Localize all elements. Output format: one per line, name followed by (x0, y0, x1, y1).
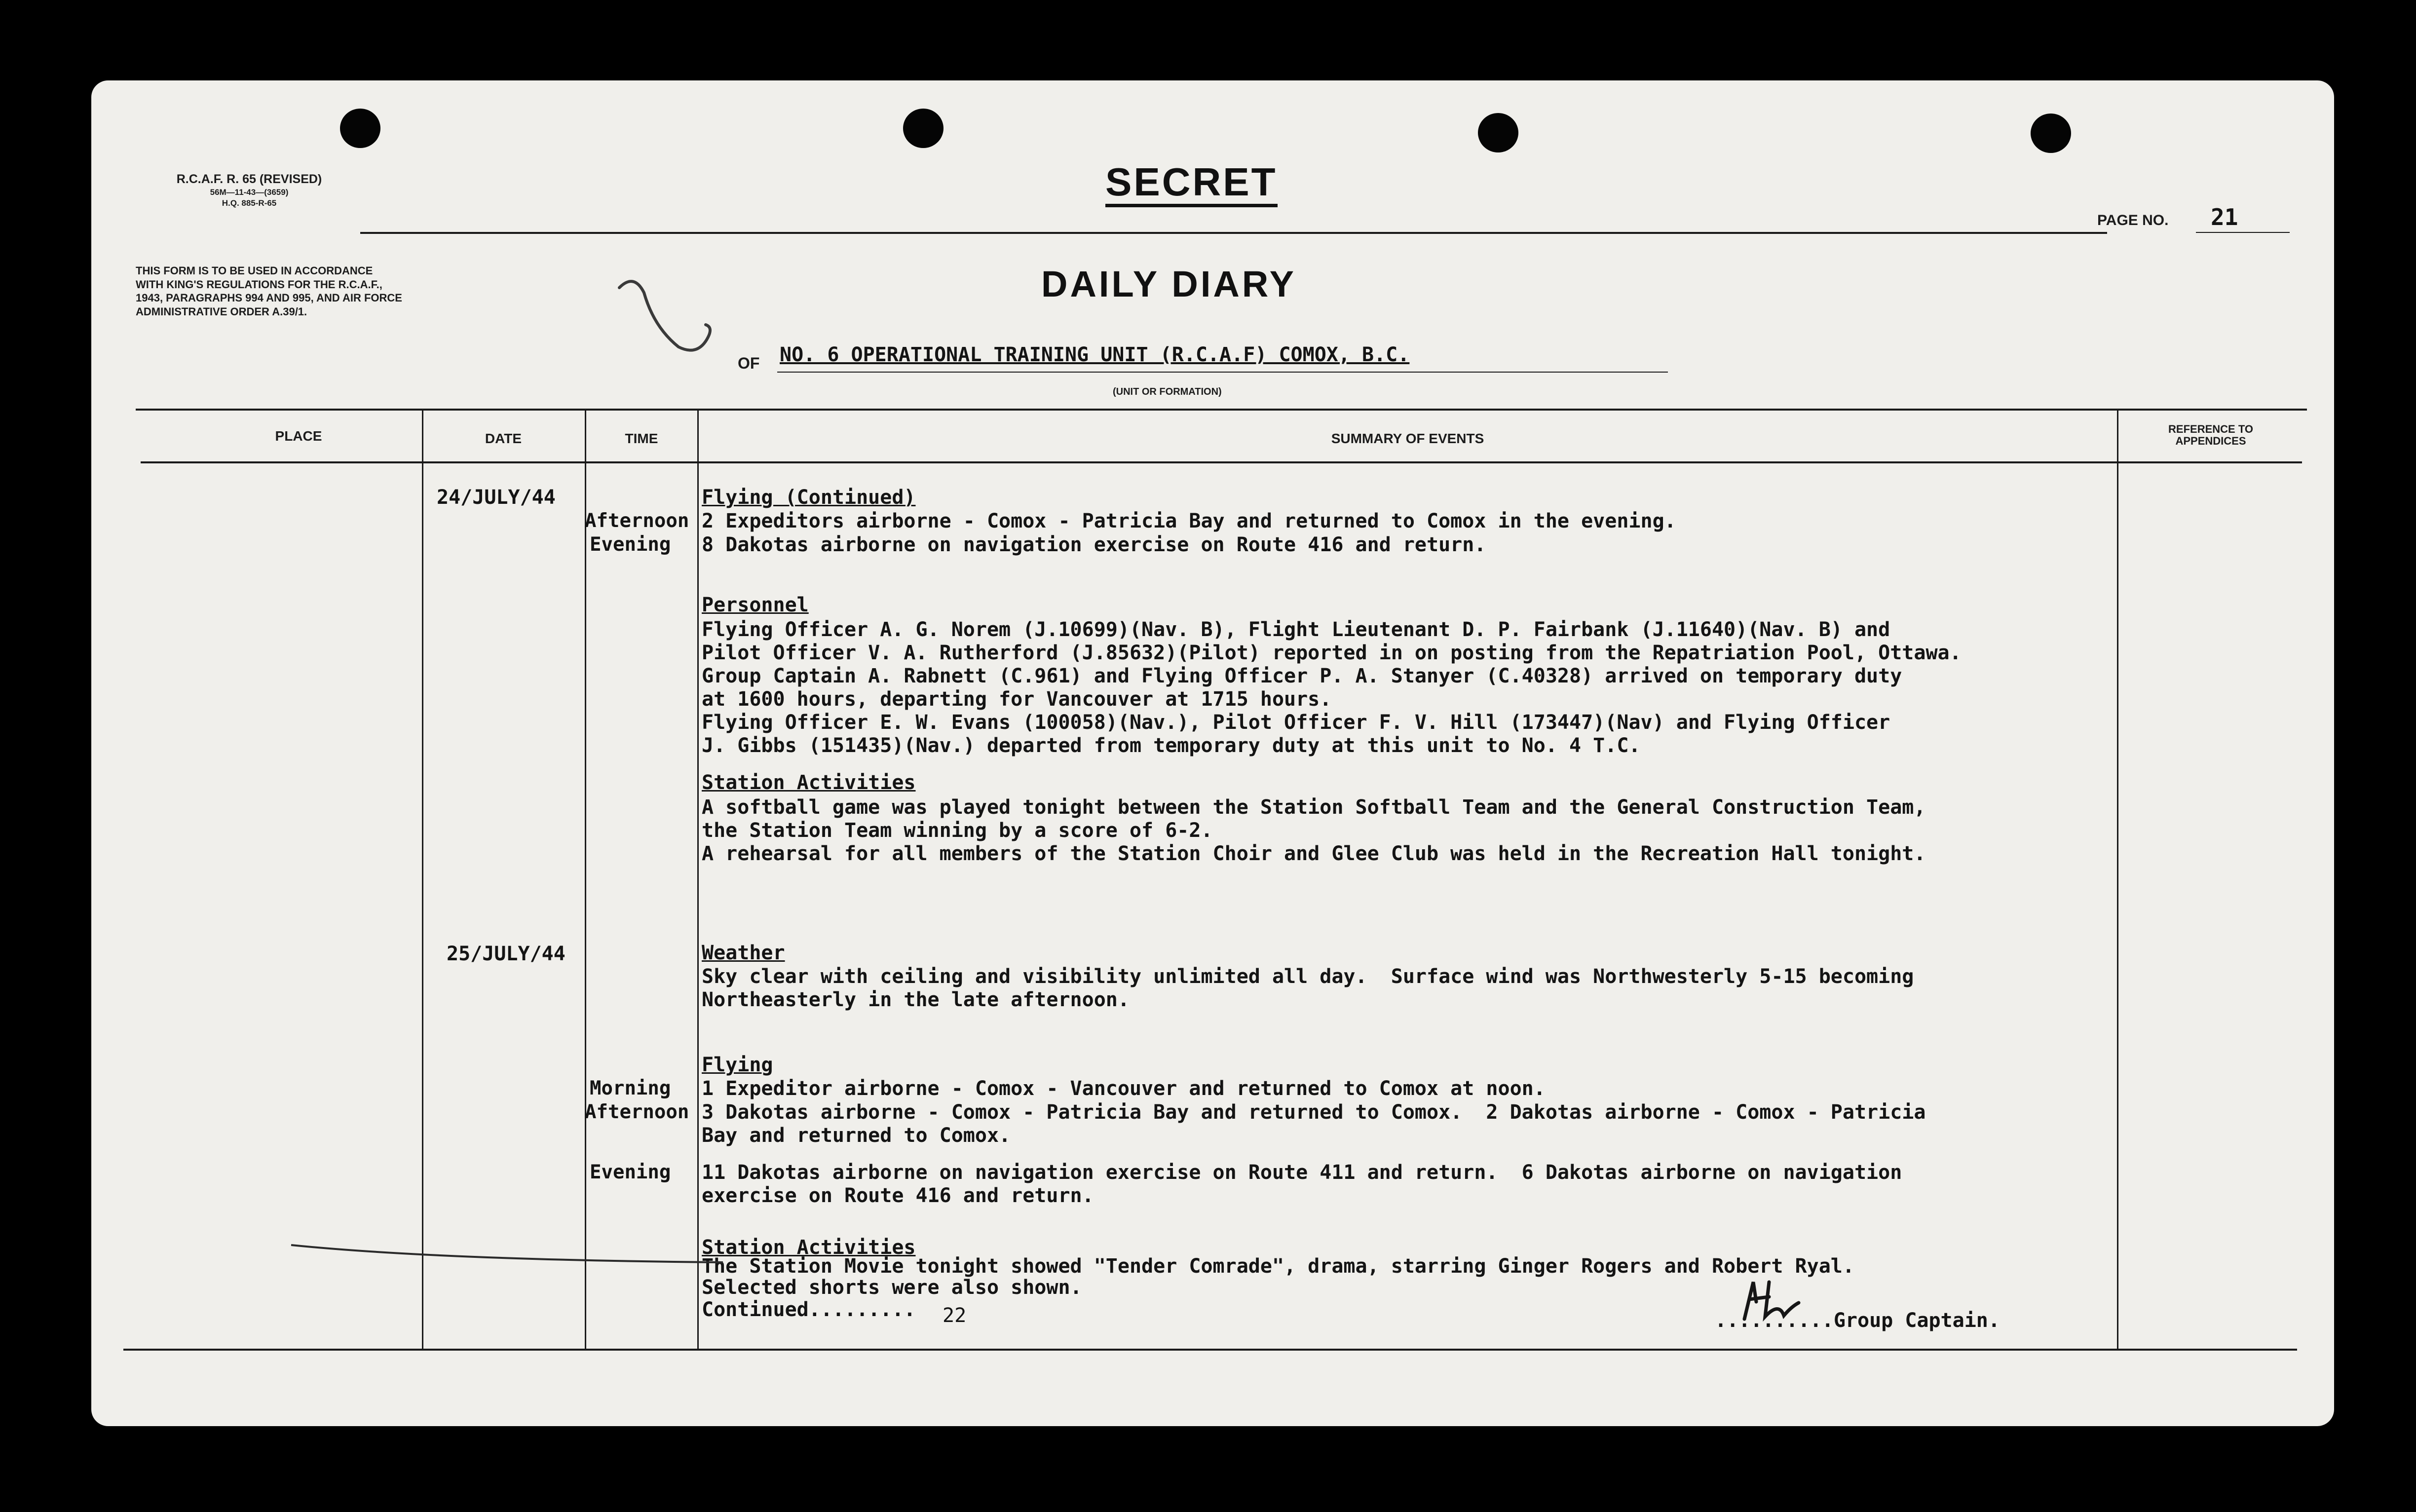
classification-stamp: SECRET (1105, 160, 1278, 207)
table-top-rule (136, 409, 2307, 411)
column-header-place: PLACE (275, 428, 322, 444)
time-entry: Afternoon (585, 1101, 689, 1123)
pen-stroke (289, 1240, 733, 1270)
entry-line: J. Gibbs (151435)(Nav.) departed from temporary duty at this unit to No. 4 T.C. (702, 734, 1641, 757)
entry (702, 510, 1676, 533)
section-heading: Station Activities (702, 1236, 916, 1259)
diary-page (91, 80, 2334, 1426)
entry-line: Bay and returned to Comox. (702, 1124, 1011, 1147)
section-heading: Flying (702, 1054, 773, 1076)
entry-line: The Station Movie tonight showed "Tender Comrade", drama, starring Ginger Rogers and Robert Ryal. (702, 1255, 1854, 1278)
reference-header-line: APPENDICES (2175, 435, 2246, 448)
entry-line: the Station Team winning by a score of 6-2. (702, 819, 1213, 842)
hq-reference: H.Q. 885-R-65 (222, 198, 277, 208)
entry-line: exercise on Route 416 and return. (702, 1184, 1094, 1207)
entry (702, 965, 1914, 1012)
unit-caption: (UNIT OR FORMATION) (1113, 386, 1222, 397)
entry (702, 1256, 1854, 1298)
punch-hole (340, 109, 380, 148)
entry (702, 1077, 1546, 1100)
entry (702, 1101, 1925, 1147)
page-number-label: PAGE NO. (2097, 212, 2169, 228)
usage-note-line: WITH KING'S REGULATIONS FOR THE R.C.A.F., (136, 278, 382, 291)
table-header-rule (141, 461, 2302, 463)
print-code: 56M—11-43—(3659) (210, 188, 289, 197)
section-heading: Weather (702, 942, 785, 964)
punch-hole (1478, 113, 1518, 152)
entry-line: at 1600 hours, departing for Vancouver at 1715 hours. (702, 688, 1332, 711)
unit-name: NO. 6 OPERATIONAL TRAINING UNIT (R.C.A.F) COMOX, B.C. (780, 343, 1410, 366)
entry (702, 533, 1486, 557)
entry-line: A rehearsal for all members of the Station Choir and Glee Club was held in the Recreation Hall tonight. (702, 842, 1926, 865)
page-title: DAILY DIARY (1041, 264, 1296, 304)
entry-line: Flying Officer E. W. Evans (100058)(Nav.), Pilot Officer F. V. Hill (173447)(Nav) and Flying Officer (702, 711, 1890, 734)
unit-underline (777, 372, 1668, 373)
column-header-date: DATE (485, 431, 522, 446)
entry-line: Group Captain A. Rabnett (C.961) and Flying Officer P. A. Stanyer (C.40328) arrived on temporary duty (702, 665, 1902, 687)
reference-header-line: REFERENCE TO (2168, 423, 2253, 435)
time-entry: Afternoon (585, 510, 689, 532)
entry-line: 8 Dakotas airborne on navigation exercise on Route 416 and return. (702, 533, 1486, 556)
column-divider (585, 410, 586, 1350)
entry-line: 3 Dakotas airborne - Comox - Patricia Bay and returned to Comox. 2 Dakotas airborne - Comox - Patricia (702, 1101, 1926, 1124)
section-heading: Personnel (702, 594, 809, 616)
entry (702, 796, 1925, 866)
entry-line: Sky clear with ceiling and visibility unlimited all day. Surface wind was Northwesterly 5-15 becoming (702, 965, 1914, 988)
of-label: OF (738, 354, 760, 372)
entry (702, 618, 1962, 757)
column-header-reference (2119, 423, 2302, 447)
section-heading: Station Activities (702, 771, 916, 794)
entry-heading (702, 486, 915, 509)
punch-hole (903, 109, 944, 148)
entry-line: A softball game was played tonight between the Station Softball Team and the General Construction Team, (702, 796, 1926, 819)
next-page-number: 22 (943, 1304, 967, 1327)
usage-note-line: ADMINISTRATIVE ORDER A.39/1. (136, 305, 307, 318)
section-heading: Flying (Continued) (702, 486, 916, 509)
header-rule (360, 232, 2107, 234)
continued-note: Continued......... (702, 1298, 916, 1321)
table-bottom-rule (123, 1349, 2297, 1351)
date-entry: 24/JULY/44 (437, 486, 556, 509)
date-entry: 25/JULY/44 (447, 943, 566, 965)
usage-note-line: 1943, PARAGRAPHS 994 AND 995, AND AIR FORCE (136, 292, 402, 304)
page-number: 21 (2211, 204, 2238, 230)
entry-line: Selected shorts were also shown. (702, 1276, 1082, 1299)
entry-heading (702, 771, 915, 794)
entry-line: Flying Officer A. G. Norem (J.10699)(Nav. B), Flight Lieutenant D. P. Fairbank (J.11640)(Nav. B) and (702, 618, 1890, 641)
usage-note (136, 264, 545, 318)
form-number: R.C.A.F. R. 65 (REVISED) (176, 172, 322, 186)
form-number-block (146, 172, 353, 208)
time-entry: Evening (590, 533, 671, 556)
column-header-time: TIME (625, 431, 658, 446)
entry-line: Pilot Officer V. A. Rutherford (J.85632)(Pilot) reported in on posting from the Repatriation Pool, Ottawa. (702, 642, 1962, 664)
entry-line: Northeasterly in the late afternoon. (702, 988, 1130, 1011)
time-entry: Morning (590, 1077, 671, 1099)
entry-heading (702, 1054, 773, 1077)
entry (702, 1161, 1902, 1208)
entry-line: 11 Dakotas airborne on navigation exercise on Route 411 and return. 6 Dakotas airborne on navigation (702, 1161, 1902, 1184)
column-divider (2117, 410, 2118, 1350)
entry-line: 1 Expeditor airborne - Comox - Vancouver and returned to Comox at noon. (702, 1077, 1546, 1100)
page-number-underline (2196, 232, 2290, 233)
time-entry: Evening (590, 1161, 671, 1183)
signature-line: ..........Group Captain. (1715, 1309, 2000, 1332)
usage-note-line: THIS FORM IS TO BE USED IN ACCORDANCE (136, 265, 373, 277)
column-divider (697, 410, 699, 1350)
entry-heading (702, 942, 785, 965)
handwritten-signature (1735, 1272, 1804, 1326)
column-divider (422, 410, 423, 1350)
punch-hole (2031, 113, 2071, 153)
clip-mark (614, 278, 733, 362)
column-header-summary: SUMMARY OF EVENTS (1331, 431, 1484, 446)
entry-line: 2 Expeditors airborne - Comox - Patricia Bay and returned to Comox in the evening. (702, 510, 1676, 532)
entry-heading (702, 594, 809, 617)
